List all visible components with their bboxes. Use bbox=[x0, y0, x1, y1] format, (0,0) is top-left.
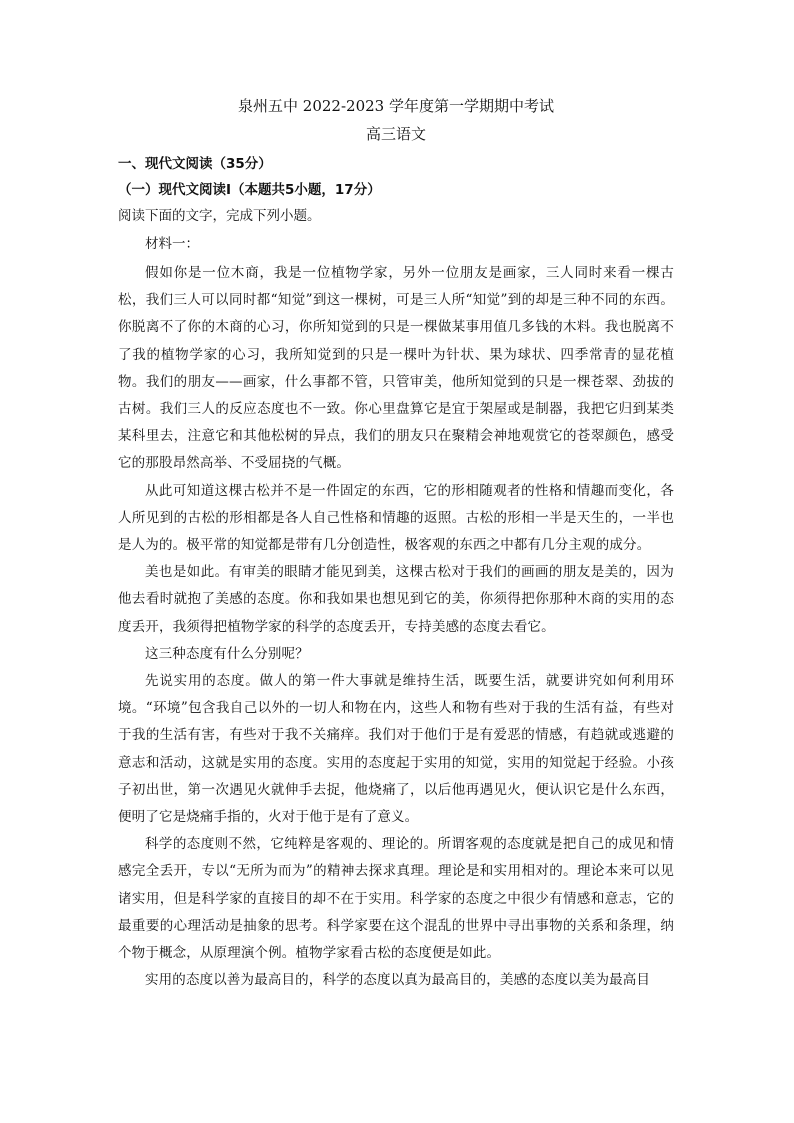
paragraph: 美也是如此。有审美的眼睛才能见到美，这棵古松对于我们的画画的朋友是美的，因为他去看时就抱了美感的态度。你和我如果也想见到它的美，你须得把你那种木商的实用的态度丢开，我须得把植物学家的科学的态度丢开，专持美感的态度去看它。 bbox=[118, 564, 674, 635]
paragraph: 科学的态度则不然，它纯粹是客观的、理论的。所谓客观的态度就是把自己的成见和情感完全丢开，专以“无所为而为”的精神去探求真理。理论是和实用相对的。理论本来可以见诸实用，但是科学家的直接目的却不在于实用。科学家的态度之中很少有情感和意志，它的最重要的心理活动是抽象的思考。科学家要在这个混乱的世界中寻出事物的关系和条理，纳个物于概念，从原理演个例。植物学家看古松的态度便是如此。 bbox=[118, 836, 674, 962]
paragraph: 假如你是一位木商，我是一位植物学家，另外一位朋友是画家，三人同时来看一棵古松，我们三人可以同时都“知觉”到这一棵树，可是三人所“知觉”到的却是三种不同的东西。你脱离不了你的木商的心习，你所知觉到的只是一棵做某事用值几多钱的木料。我也脱离不了我的植物学家的心习，我所知觉到的只是一棵叶为针状、果为球状、四季常青的显花植物。我们的朋友——画家，什么事都不管，只管审美，他所知觉到的只是一棵苍翠、劲拔的古树。我们三人的反应态度也不一致。你心里盘算它是宜于架屋或是制器，我把它归到某类某科里去，注意它和其他松树的异点，我们的朋友只在聚精会神地观赏它的苍翠颜色，感受它的那股昂然高举、不受屈挠的气概。 bbox=[118, 265, 674, 472]
exam-subtitle: 高三语文 bbox=[365, 125, 426, 143]
paragraph: 实用的态度以善为最高目的，科学的态度以真为最高目的，美感的态度以美为最高目 bbox=[145, 972, 651, 989]
reading-instruction: 阅读下面的文字，完成下列小题。 bbox=[118, 208, 321, 224]
exam-title: 泉州五中 2022-2023 学年度第一学期期中考试 bbox=[238, 97, 554, 115]
paragraph: 先说实用的态度。做人的第一件大事就是维持生活，既要生活，就要讲究如何利用环境。“环境”包含我自己以外的一切人和物在内，这些人和物有些对于我的生活有益，有些对于我的生活有害，有些对于我不关痛痒。我们对于他们于是有爱恶的情感，有趋就或逃避的意志和活动，这就是实用的态度。实用的态度起于实用的知觉，实用的知觉起于经验。小孩子初出世，第一次遇见火就伸手去捉，他烧痛了，以后他再遇见火，便认识它是什么东西，便明了它是烧痛手指的，火对于他于是有了意义。 bbox=[118, 673, 674, 826]
paragraph: 从此可知道这棵古松并不是一件固定的东西，它的形相随观者的性格和情趣而变化，各人所见到的古松的形相都是各人自己性格和情趣的返照。古松的形相一半是天生的，一半也是人为的。极平常的知觉都是带有几分创造性，极客观的东西之中都有几分主观的成分。 bbox=[118, 482, 674, 554]
paragraph: 这三种态度有什么分别呢？ bbox=[145, 645, 309, 662]
section-subheading: （一）现代文阅读Ⅰ（本题共5小题，17分） bbox=[118, 182, 381, 198]
exam-page bbox=[118, 94, 674, 994]
section-heading: 一、现代文阅读（35分） bbox=[118, 156, 272, 172]
material-label: 材料一： bbox=[145, 236, 199, 252]
